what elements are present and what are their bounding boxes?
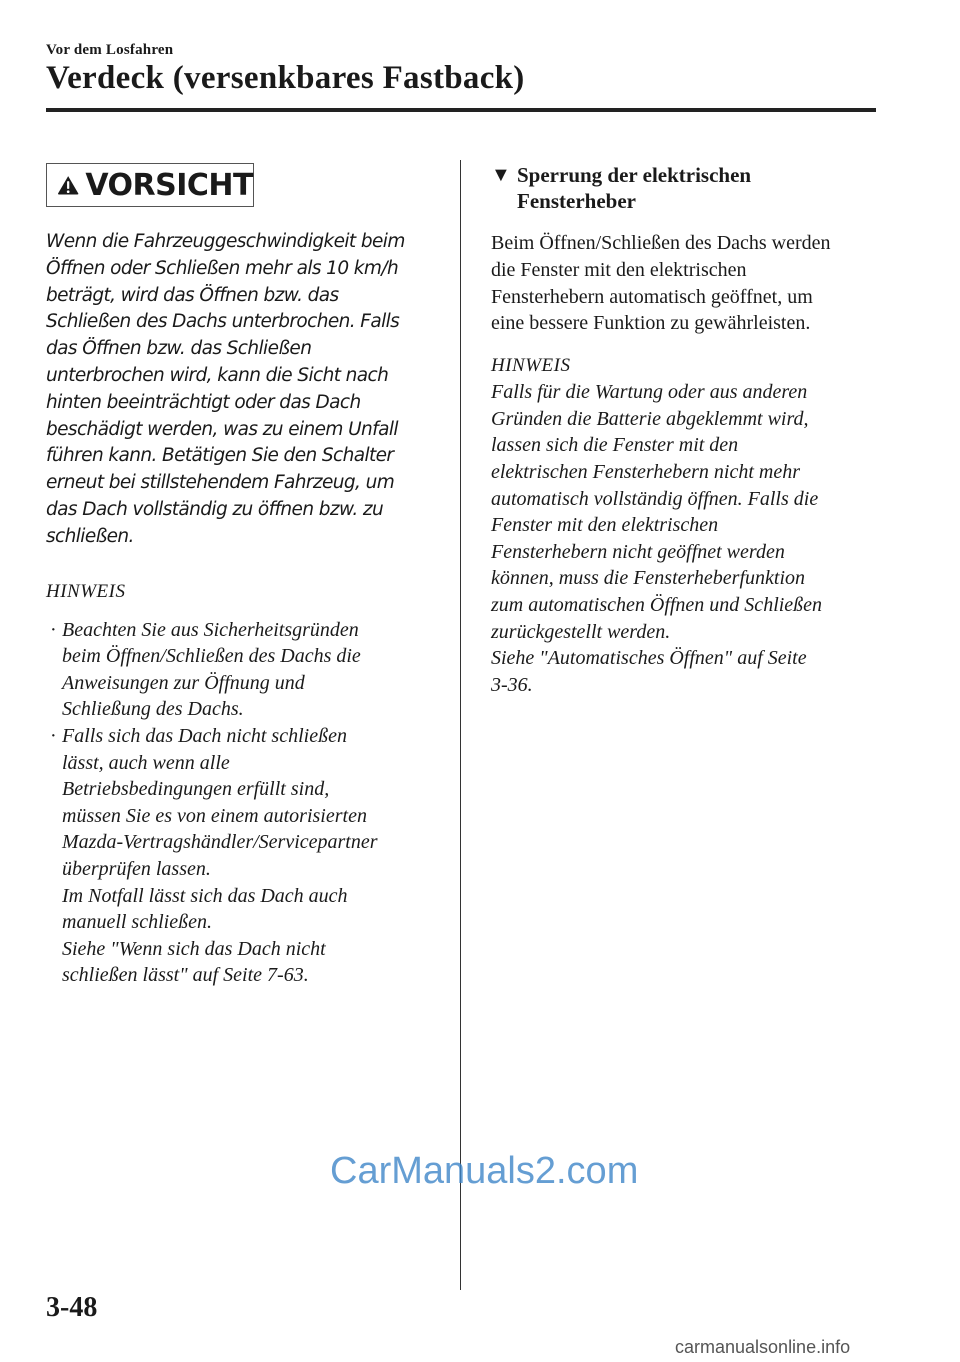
caution-label: VORSICHT (85, 167, 253, 203)
body-text (491, 230, 881, 337)
caution-line: unterbrochen wird, kann die Sicht nach (46, 364, 389, 386)
note-line: automatisch vollständig öffnen. Falls die (491, 487, 819, 510)
note-line: Mazda-Vertragshändler/Servicepartner (62, 831, 378, 854)
body-line: Beim Öffnen/Schließen des Dachs werden (491, 232, 831, 254)
note-heading: HINWEIS (491, 355, 571, 377)
page-title: Verdeck (versenkbares Fastback) (46, 60, 525, 96)
note-line: Anweisungen zur Öffnung und (62, 671, 305, 694)
body-line: Fensterhebern automatisch geöffnet, um (491, 285, 813, 308)
caution-box (46, 163, 254, 207)
note-line: Falls für die Wartung oder aus anderen (491, 381, 808, 404)
caution-line: beträgt, wird das Öffnen bzw. das (46, 284, 339, 306)
subheading-line: Sperrung der elektrischen (517, 163, 752, 187)
caution-line: führen kann. Betätigen Sie den Schalter (46, 445, 394, 467)
note-line: Siehe "Automatisches Öffnen" auf Seite (491, 647, 807, 670)
subheading-line: Fensterheber (517, 189, 636, 213)
caution-line: Öffnen oder Schließen mehr als 10 km/h (46, 257, 399, 279)
body-line: eine bessere Funktion zu gewährleisten. (491, 312, 811, 335)
caution-line: hinten beeinträchtigt oder das Dach (46, 391, 361, 413)
left-column (46, 163, 426, 989)
bullet: · (50, 724, 57, 747)
caution-line: beschädigt werden, was zu einem Unfall (46, 418, 398, 440)
note-line: Fensterhebern nicht geöffnet werden (491, 540, 785, 563)
caution-line: Schließen des Dachs unterbrochen. Falls (46, 311, 400, 333)
note-line: überprüfen lassen. (62, 857, 211, 880)
triangle-down-icon: ▼ (491, 164, 511, 186)
note-list (46, 617, 426, 989)
note-line: Betriebsbedingungen erfüllt sind, (62, 778, 330, 801)
column-divider (460, 160, 461, 1290)
note-line: müssen Sie es von einem autorisierten (62, 804, 367, 827)
section-label: Vor dem Losfahren (46, 42, 174, 58)
caution-line: das Öffnen bzw. das Schließen (46, 338, 312, 360)
note-line: beim Öffnen/Schließen des Dachs die (62, 645, 361, 668)
note-line: Beachten Sie aus Sicherheitsgründen (62, 618, 359, 641)
title-rule (46, 108, 876, 112)
note-line: zurückgestellt werden. (491, 620, 671, 643)
body-line: die Fenster mit den elektrischen (491, 258, 747, 281)
note-line: Gründen die Batterie abgeklemmt wird, (491, 407, 809, 430)
bullet: · (50, 618, 57, 641)
note-line: Im Notfall lässt sich das Dach auch (62, 884, 348, 907)
note-line: lassen sich die Fenster mit den (491, 434, 739, 457)
right-column (491, 162, 881, 698)
note-line: Fenster mit den elektrischen (491, 514, 719, 537)
note-line: Schließung des Dachs. (62, 698, 244, 721)
footer-site: carmanualsonline.info (675, 1337, 851, 1357)
note-item (46, 617, 426, 723)
caution-line: schließen. (46, 525, 134, 547)
page-number: 3-48 (46, 1292, 98, 1323)
note-heading: HINWEIS (46, 580, 126, 602)
warning-triangle-icon (57, 168, 79, 202)
note-line: können, muss die Fensterheberfunktion (491, 567, 806, 590)
note-line: lässt, auch wenn alle (62, 751, 230, 774)
note-line: zum automatischen Öffnen und Schließen (491, 593, 823, 616)
note-line: 3-36. (491, 673, 533, 696)
caution-line: erneut bei stillstehendem Fahrzeug, um (46, 472, 395, 494)
note-line: manuell schließen. (62, 911, 212, 934)
note-item (46, 723, 426, 989)
watermark: CarManuals2.com (330, 1150, 639, 1192)
caution-text (46, 229, 426, 551)
note-text (491, 379, 881, 698)
note-line: Falls sich das Dach nicht schließen (62, 724, 347, 747)
subheading (491, 162, 881, 214)
caution-line: das Dach vollständig zu öffnen bzw. zu (46, 498, 384, 520)
note-line: elektrischen Fensterhebern nicht mehr (491, 460, 800, 483)
note-line: Siehe "Wenn sich das Dach nicht (62, 937, 326, 960)
note-line: schließen lässt" auf Seite 7-63. (62, 964, 309, 987)
caution-line: Wenn die Fahrzeuggeschwindigkeit beim (46, 231, 405, 252)
